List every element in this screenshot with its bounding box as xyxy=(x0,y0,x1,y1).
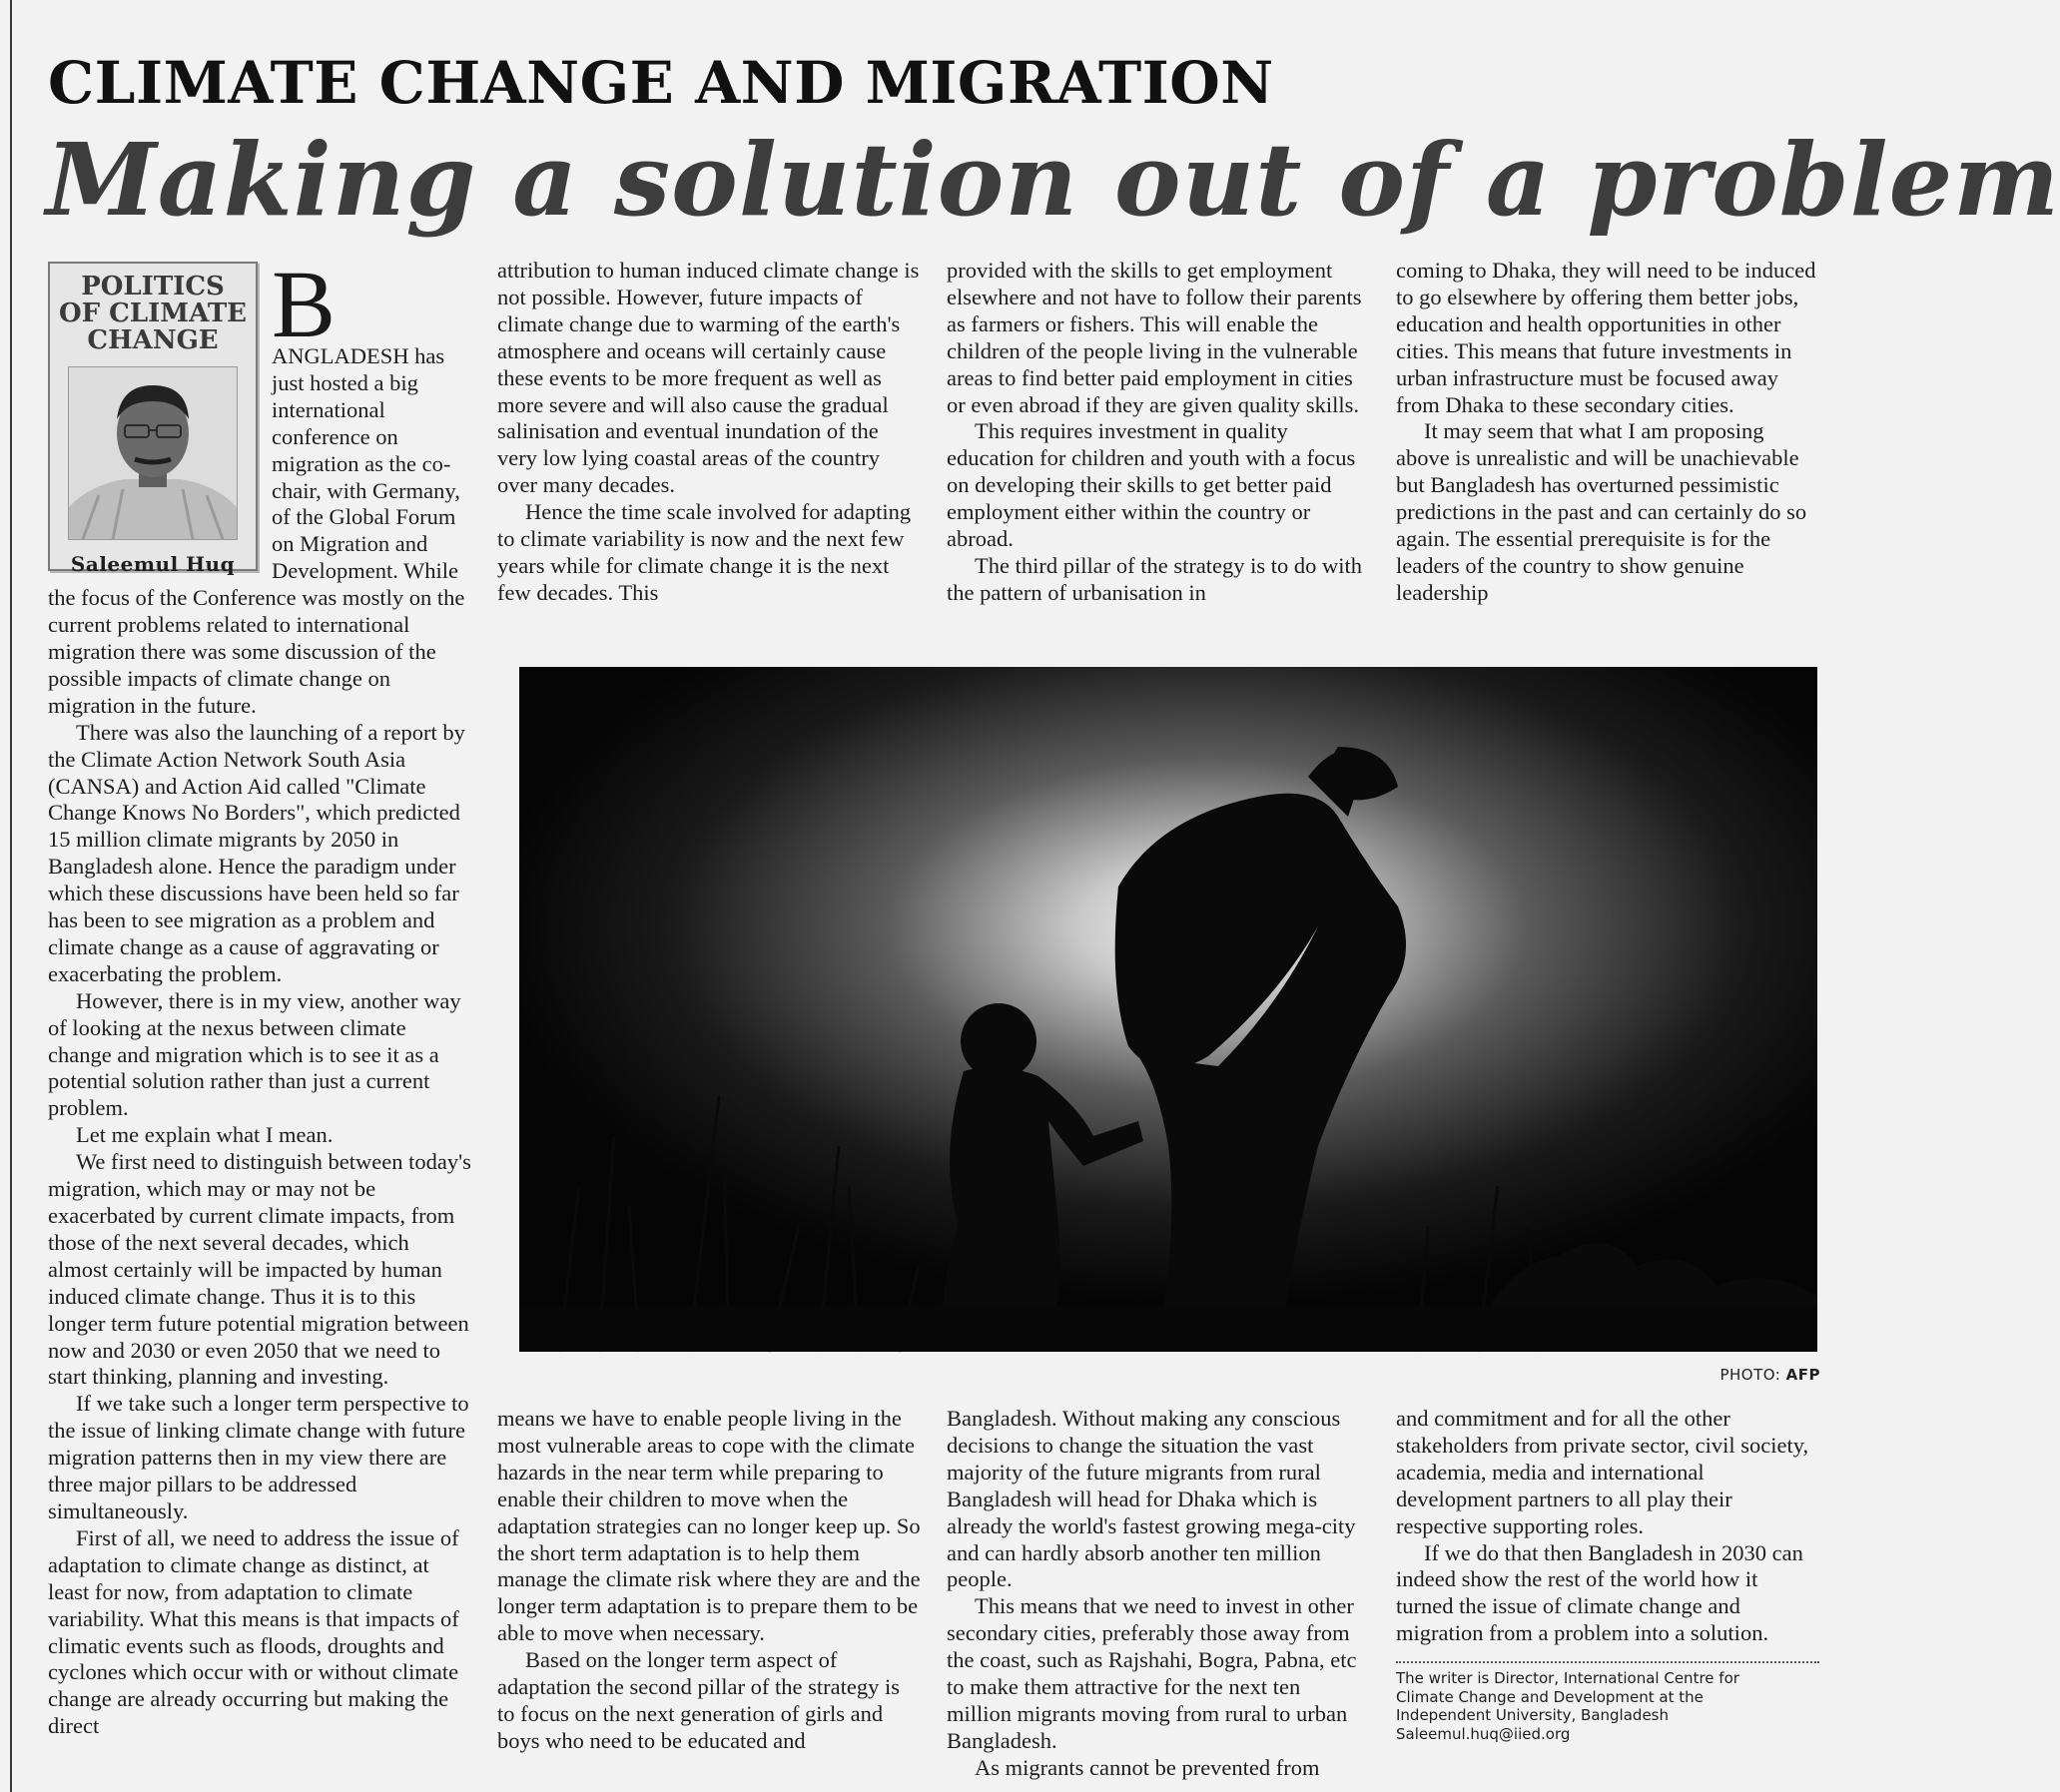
article-column-3-bottom xyxy=(947,1406,1370,1782)
article-paragraph: provided with the skills to get employment elsewhere and not have to follow their parents as farmers or fishers. This will enable the children of the people living in the vulnerable areas to find better paid employment in cities or even abroad if they are given quality skills. xyxy=(947,258,1362,417)
photo-credit: PHOTO: AFP xyxy=(1719,1366,1820,1384)
article-paragraph: We first need to distinguish between today's migration, which may or may not be exacerbated by current climate impacts, from those of the next several decades, which almost certainly will be impacted by human induced climate change. Thus it is to this longer term future potential migration between now and 2030 or even 2050 that we need to start thinking, planning and investing. xyxy=(48,1149,471,1390)
columnist-badge xyxy=(48,262,258,576)
article-column-2-bottom xyxy=(497,1406,921,1755)
article-paragraph: This requires investment in quality education for children and youth with a focus on developing their skills to get better paid employment either within the country or abroad. xyxy=(947,418,1356,552)
article-photo xyxy=(519,667,1817,1352)
article-paragraph: If we take such a longer term perspective to the issue of linking climate change with future migration patterns then in my view there are three major pillars to be addressed simultaneously. xyxy=(48,1391,469,1523)
article-column-4-top xyxy=(1396,258,1819,607)
article-paragraph: This means that we need to invest in other secondary cities, preferably those away from the coast, such as Rajshahi, Bogra, Pabna, etc to make them attractive for the next ten million migrants moving from rural to urban Bangladesh. xyxy=(947,1593,1357,1753)
column-series-title: POLITICS OF CLIMATE CHANGE xyxy=(59,272,247,355)
article-paragraph: Let me explain what I mean. xyxy=(76,1122,334,1148)
article-paragraph: coming to Dhaka, they will need to be induced to go elsewhere by offering them better jobs, education and health opportunities in other cities. This means that future investments in urban infrastructure must be focused away from Dhaka to these secondary cities. xyxy=(1396,258,1816,417)
article-paragraph: B ANGLADESH has just hosted a big international conference on migration as the co-chair, with Germany, of the Global Forum on Migration and Development. While the focus of the Conference was mostly on the current problems related to international migration there was some discussion of the possible impacts of climate change on migration in the future. xyxy=(48,251,465,718)
article-column-1 xyxy=(48,251,471,1740)
article-paragraph: and commitment and for all the other stakeholders from private sector, civil society, academia, media and international development partners to all play their respective supporting roles. xyxy=(1396,1406,1809,1538)
article-paragraph: means we have to enable people living in the most vulnerable areas to cope with the climate hazards in the near term while preparing to enable their children to move when the adaptation strategies can no longer keep up. So the short term adaptation is to help them manage the climate risk where they are and the longer term adaptation is to prepare them to be able to move when necessary. xyxy=(497,1406,921,1646)
article-paragraph: Hence the time scale involved for adapting to climate variability is now and the next few years while for climate change it is the next few decades. This xyxy=(497,499,912,605)
article-paragraph: Bangladesh. Without making any conscious decisions to change the situation the vast majority of the future migrants from rural Bangladesh will head for Dhaka which is already the world's fastest growing mega-city and can hardly absorb another ten million people. xyxy=(947,1406,1356,1592)
article-paragraph: Based on the longer term aspect of adaptation the second pillar of the strategy is to focus on the next generation of girls and boys who need to be educated and xyxy=(497,1647,901,1753)
section-kicker: CLIMATE CHANGE AND MIGRATION xyxy=(48,49,1274,117)
article-column-3-top xyxy=(947,258,1370,607)
author-portrait-image xyxy=(69,367,237,539)
author-email: Saleemul.huq@iied.org xyxy=(1396,1724,1571,1743)
headline: Making a solution out of a problem xyxy=(46,121,2060,239)
article-column-4-bottom xyxy=(1396,1406,1819,1743)
article-column-2-top xyxy=(497,258,921,607)
article-paragraph: If we do that then Bangladesh in 2030 can indeed show the rest of the world how it turned the issue of climate change and migration from a problem into a solution. xyxy=(1396,1539,1803,1646)
article-paragraph: First of all, we need to address the issue of adaptation to climate change as distinct, at least for now, from adaptation to climate variability. What this means is that impacts of climatic events such as floods, droughts and cyclones which occur with or without climate change are already occurring but making the direct xyxy=(48,1524,459,1739)
article-paragraph: The third pillar of the strategy is to do with the pattern of urbanisation in xyxy=(947,552,1363,605)
drop-cap: B xyxy=(272,251,337,357)
author-name: Saleemul Huq xyxy=(70,552,236,576)
silhouette-photo-image xyxy=(519,667,1817,1352)
page-left-rule xyxy=(10,0,12,1792)
article-paragraph: There was also the launching of a report by the Climate Action Network South Asia (CANSA) and Action Aid called "Climate Change Knows No Borders", which predicted 15 million climate migrants by 2050 in Bangladesh alone. Hence the paradigm under which these discussions have been held so far has been to see migration as a problem and climate change as a cause of aggravating or exacerbating the problem. xyxy=(48,719,465,986)
author-bio: The writer is Director, International Centre for Climate Change and Development at the Independent University, Bangladesh Saleemul.huq@iied.org xyxy=(1396,1669,1819,1743)
article-paragraph: It may seem that what I am proposing above is unrealistic and will be unachievable but Bangladesh has overturned pessimistic predictions in the past and can certainly do so again. The essential prerequisite is for the leaders of the country to show genuine leadership xyxy=(1396,418,1807,605)
article-paragraph: attribution to human induced climate change is not possible. However, future impacts of climate change due to warming of the earth's atmosphere and oceans will certainly cause these events to be more frequent as well as more severe and will also cause the gradual salinisation and eventual inundation of the very low lying coastal areas of the country over many decades. xyxy=(497,258,920,498)
bio-divider xyxy=(1396,1661,1819,1663)
author-portrait xyxy=(68,366,238,540)
article-paragraph: However, there is in my view, another way of looking at the nexus between climate change and migration which is to see it as a potential solution rather than just a current problem. xyxy=(48,987,461,1121)
article-paragraph: As migrants cannot be prevented from xyxy=(975,1754,1320,1780)
